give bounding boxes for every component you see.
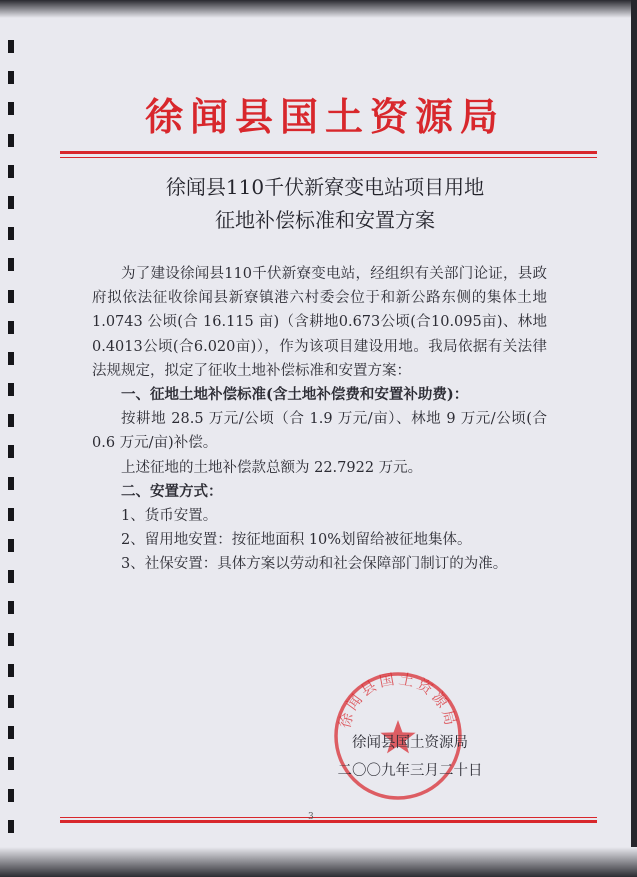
footer-rule-thick bbox=[60, 820, 597, 823]
binding-hole bbox=[8, 726, 14, 739]
binding-hole bbox=[8, 40, 14, 53]
binding-hole bbox=[8, 445, 14, 458]
section2-item: 2、留用地安置：按征地面积 10%划留给被征地集体。 bbox=[121, 532, 472, 549]
binding-hole bbox=[8, 321, 14, 334]
binding-hole bbox=[8, 71, 14, 84]
scan-right-edge bbox=[631, 0, 637, 877]
binding-hole bbox=[8, 695, 14, 708]
signature-org: 徐闻县国土资源局 bbox=[352, 735, 468, 751]
binding-hole bbox=[8, 227, 14, 240]
binding-hole bbox=[8, 196, 14, 209]
binding-hole bbox=[8, 414, 14, 427]
document-title-line-2: 征地补偿标准和安置方案 bbox=[215, 208, 435, 232]
scan-bottom-edge bbox=[0, 847, 637, 877]
binding-hole bbox=[8, 102, 14, 115]
binding-hole bbox=[8, 664, 14, 677]
binding-hole bbox=[8, 789, 14, 802]
binding-hole bbox=[8, 820, 14, 833]
binding-hole bbox=[8, 290, 14, 303]
binding-hole bbox=[8, 570, 14, 583]
svg-text:徐闻县国土资源局: 徐闻县国土资源局 bbox=[335, 669, 461, 731]
binding-hole bbox=[8, 508, 14, 521]
binding-hole bbox=[8, 352, 14, 365]
intro-paragraph: 为了建设徐闻县110千伏新寮变电站，经组织有关部门论证，县政府拟依法征收徐闻县新寮镇港六村委会位于和新公路东侧的集体土地 1.0743 公顷(合 16.115 亩)（含耕地0.673公顷(合10.095亩)、林地0.4013公顷(合6.020亩)），作为该项目建设用地。我局依据有关法律法规规定，拟定了征收土地补偿标准和安置方案： bbox=[92, 266, 547, 379]
section2-item: 1、货币安置。 bbox=[121, 508, 218, 525]
section1-item: 按耕地 28.5 万元/公顷（合 1.9 万元/亩）、林地 9 万元/公顷(合 0.6 万元/亩)补偿。 bbox=[92, 411, 547, 452]
footer-rule-thin bbox=[60, 817, 597, 818]
letterhead-rule-thick bbox=[60, 151, 597, 154]
scan-top-edge bbox=[0, 0, 637, 18]
section1-heading: 一、征地土地补偿标准(含土地补偿费和安置补助费)： bbox=[121, 386, 469, 404]
binding-hole bbox=[8, 757, 14, 770]
letterhead-org-name: 徐闻县国土资源局 bbox=[144, 94, 505, 139]
page-number: 3 bbox=[308, 812, 314, 822]
binding-hole bbox=[8, 539, 14, 552]
document-body bbox=[92, 262, 547, 577]
section1-item: 上述征地的土地补偿款总额为 22.7922 万元。 bbox=[121, 459, 423, 476]
binding-hole bbox=[8, 165, 14, 178]
binding-hole bbox=[8, 258, 14, 271]
binding-hole bbox=[8, 633, 14, 646]
document-title-line-1: 徐闻县110千伏新寮变电站项目用地 bbox=[165, 175, 485, 199]
letterhead-rule-thin bbox=[60, 157, 597, 158]
binding-holes bbox=[8, 40, 16, 851]
binding-hole bbox=[8, 601, 14, 614]
binding-hole bbox=[8, 477, 14, 490]
binding-hole bbox=[8, 383, 14, 396]
signature-date: 二〇〇九年三月二十日 bbox=[337, 763, 483, 779]
binding-hole bbox=[8, 134, 14, 147]
section2-heading: 二、安置方式： bbox=[121, 482, 223, 500]
section2-item: 3、社保安置：具体方案以劳动和社会保障部门制订的为准。 bbox=[121, 556, 508, 573]
